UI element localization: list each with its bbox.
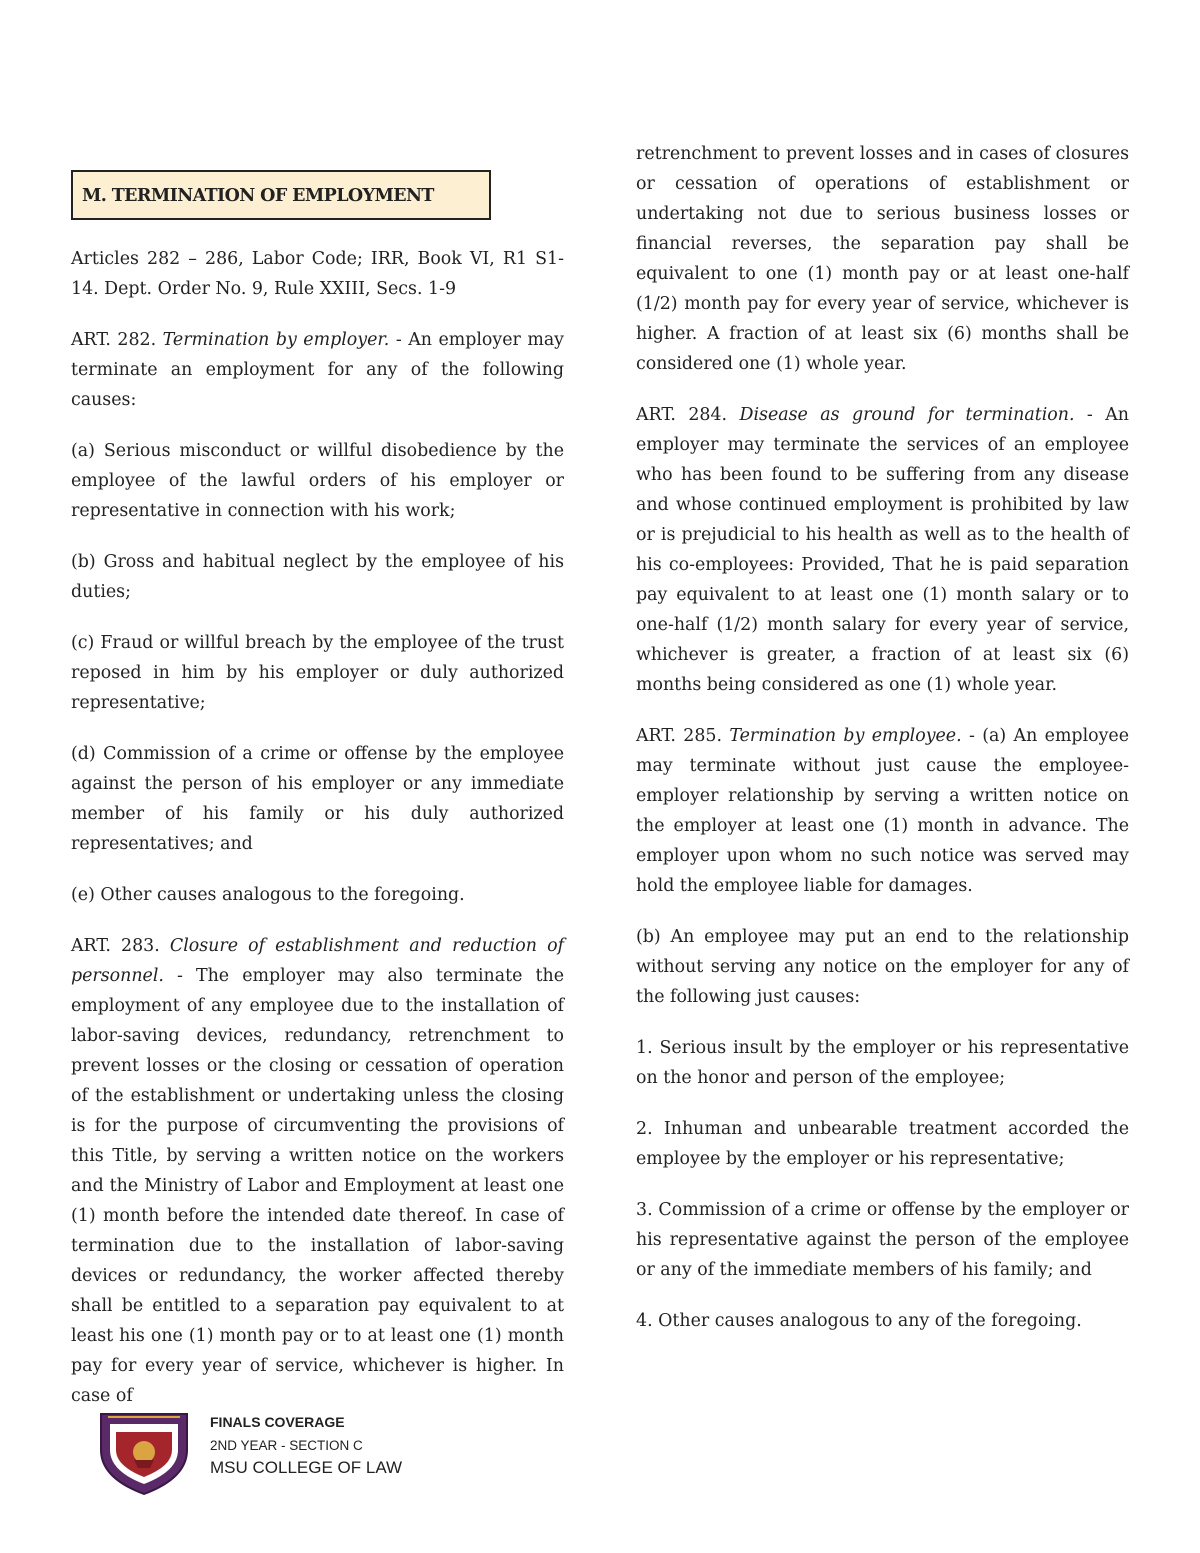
cause-e: (e) Other causes analogous to the foregoing. [71, 885, 465, 905]
art-284-number: ART. 284. [636, 405, 728, 425]
art-282-heading: Termination by employer. [162, 330, 390, 350]
msu-seal-icon [98, 1410, 190, 1496]
art-283-number: ART. 283. [71, 936, 160, 956]
left-column [71, 244, 564, 1432]
paragraph-b: (b) An employee may put an end to the relationship without serving any notice on the employer for any of the following just causes: [636, 927, 1129, 1007]
section-title-box [71, 170, 491, 220]
art-283 [71, 931, 564, 1411]
cause-b: (b) Gross and habitual neglect by the employee of his duties; [71, 552, 564, 602]
just-cause-4: 4. Other causes analogous to any of the foregoing. [636, 1311, 1082, 1331]
art-284 [636, 400, 1129, 700]
art-283-continued: retrenchment to prevent losses and in cases of closures or cessation of operations of establishment or undertaking not due to serious business losses or financial reverses, the separation pay shall be equivalent to one (1) month pay or at least one-half (1/2) month pay for every year of service, whichever is higher. A fraction of at least six (6) months shall be considered one (1) whole year. [636, 144, 1129, 374]
art-285-body: - (a) An employee may terminate without just cause the employee-employer relationship by serving a written notice on the employer at least one (1) month in advance. The employer upon whom no such notice was served may hold the employee liable for damages. [636, 726, 1130, 896]
art-282-number: ART. 282. [71, 330, 157, 350]
cause-c: (c) Fraud or willful breach by the employee of the trust reposed in him by his employer or duly authorized representative; [71, 633, 564, 713]
art-285 [636, 721, 1129, 901]
section-title: M. TERMINATION OF EMPLOYMENT [82, 186, 434, 206]
just-cause-3: 3. Commission of a crime or offense by the employer or his representative against the person of the employee or any of the immediate members of his family; and [636, 1200, 1129, 1280]
article-reference: Articles 282 – 286, Labor Code; IRR, Book VI, R1 S1-14. Dept. Order No. 9, Rule XXIII, Secs. 1-9 [71, 249, 564, 299]
cause-a: (a) Serious misconduct or willful disobedience by the employee of the lawful orders of his employer or representative in connection with his work; [71, 441, 564, 521]
footer-line-3: MSU COLLEGE OF LAW [210, 1458, 403, 1477]
art-284-heading: Disease as ground for termination. [739, 405, 1075, 425]
art-284-body: - An employer may terminate the services of an employee who has been found to be suffering from any disease and whose continued employment is prohibited by law or is prejudicial to his health as well as to the health of his co-employees: Provided, That he is paid separation pay equivalent to at least one (1) month salary or to one-half (1/2) month salary for every year of service, whichever is greater, a fraction of at least six (6) months being considered as one (1) whole year. [636, 405, 1129, 695]
page-footer [98, 1410, 518, 1500]
right-column [636, 139, 1129, 1357]
art-283-body: - The employer may also terminate the employment of any employee due to the installation of labor-saving devices, redundancy, retrenchment to prevent losses or the closing or cessation of operation of the establishment or undertaking unless the closing is for the purpose of circumventing the provisions of this Title, by serving a written notice on the workers and the Ministry of Labor and Employment at least one (1) month before the intended date thereof. In case of termination due to the installation of labor-saving devices or redundancy, the worker affected thereby shall be entitled to a separation pay equivalent to at least his one (1) month pay or to at least one (1) month pay for every year of service, whichever is higher. In case of [71, 966, 564, 1406]
art-285-heading: Termination by employee. [729, 726, 962, 746]
art-283-heading: Closure of establishment and reduction of personnel. [71, 936, 565, 986]
cause-d: (d) Commission of a crime or offense by the employee against the person of his employer or any immediate member of his family or his duly authorized representatives; and [71, 744, 564, 854]
art-282 [71, 325, 564, 415]
art-285-number: ART. 285. [636, 726, 722, 746]
art-282-body: - An employer may terminate an employment for any of the following causes: [71, 330, 565, 410]
footer-line-2: 2ND YEAR - SECTION C [210, 1438, 363, 1453]
footer-line-1: FINALS COVERAGE [210, 1414, 345, 1430]
just-cause-2: 2. Inhuman and unbearable treatment accorded the employee by the employer or his representative; [636, 1119, 1129, 1169]
just-cause-1: 1. Serious insult by the employer or his representative on the honor and person of the employee; [636, 1038, 1129, 1088]
